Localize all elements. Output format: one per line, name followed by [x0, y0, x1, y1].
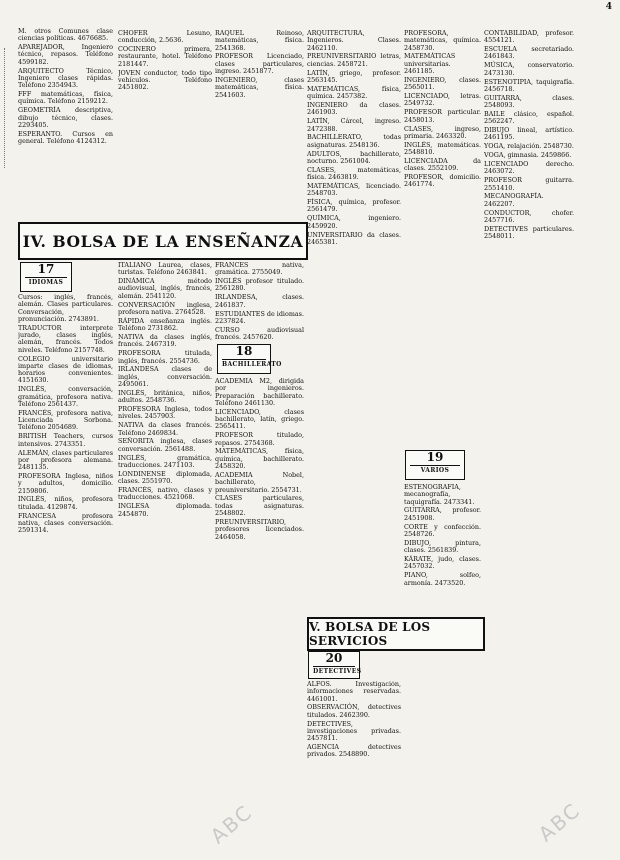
ad-text: BRITISH Teachers, cursos intensivos. 2743351. — [18, 432, 113, 448]
ad-text: PREUNIVERSITARIO letras, ciencias. 2458721. — [307, 52, 401, 68]
ad-text: BAILE clásico, español. 2562247. — [484, 109, 574, 126]
subsection-label: BACHILLERATO — [222, 361, 282, 368]
ad-text: ACADEMIA M2, dirigida por ingenieros. Preparación bachillerato. Teléfono 2461130. — [215, 378, 304, 407]
ad-text: ACADEMIA Nobel, bachillerato, preuniversitario. 2554731. — [215, 470, 304, 494]
ad-text: MATEMÁTICAS, física, química, bachillerato. 2458320. — [215, 447, 304, 471]
ad-text: PROFESORA, matemáticas, química. 2458730. — [404, 30, 481, 52]
ad-text: ESTENOTIPIA, taquigrafía. 2456718. — [484, 77, 574, 93]
ad-text: ADULTOS, bachillerato, nocturno. 2561004. — [307, 149, 401, 165]
ad-text: ESPERANTO. Cursos en general. Teléfono 4124312. — [18, 129, 113, 146]
abc-watermark: ABC — [205, 799, 258, 849]
column-4-bottom — [307, 681, 401, 856]
ad-text: PROFESOR guitarra. 2551410. — [484, 176, 574, 192]
ad-text: FRANCESA profesora nativa, clases conversación. 2591314. — [18, 511, 113, 535]
ad-text: AGENCIA detectives privados. 2548890. — [307, 743, 401, 759]
ad-text: IRLANDESA clases de inglés, conversación. 2495061. — [118, 365, 212, 389]
ad-text: PROFESORA Inglesa, niños y adultos, domicilio. 2159806. — [18, 471, 113, 495]
subsection-number: 20 — [325, 651, 343, 665]
ad-text: ALFOS. Investigación, informaciones reservadas. 4461001. — [307, 681, 401, 703]
column-2-bottom — [118, 262, 212, 856]
ad-text: FRANCÉS nativa, gramática. 2755049. — [215, 262, 304, 277]
ad-text: NATIVA da clases francés. Teléfono 2469834. — [118, 421, 212, 437]
section-v-banner: V. BOLSA DE LOS SERVICIOS — [307, 617, 485, 651]
ad-text: JOVEN conductor, todo tipo vehículos. Teléfono 2451802. — [118, 68, 212, 92]
ad-text: DETECTIVES particulares. 2548011. — [484, 224, 574, 241]
ad-text: PROFESORA titulada, inglés, francés. 2554736. — [118, 349, 212, 365]
ad-text: UNIVERSITARIO da clases. 2465381. — [307, 230, 401, 246]
column-5-bottom — [404, 484, 481, 614]
ad-text: ITALIANO Laurea, clases, turistas. Teléfono 2463841. — [118, 262, 212, 277]
ad-text: LONDINENSE diplomada, clases. 2551970. — [118, 469, 212, 486]
ad-text: CLASES particulares, todas asignaturas. 2548802. — [215, 494, 304, 518]
column-3-mid — [215, 262, 304, 340]
ad-text: DETECTIVES, investigaciones privadas. 2457811. — [307, 719, 401, 743]
ad-text: VOGA, gimnasia. 2459866. — [484, 151, 572, 160]
ad-text: INGLÉS profesor titulado. 2561280. — [215, 277, 304, 293]
ad-text: DINÁMICA método audiovisual, inglés, francés, alemán. 2541120. — [118, 277, 212, 300]
ad-text: YOGA, relajación. 2548730. — [484, 142, 574, 151]
ad-text: APAREJADOR, Ingeniero técnico, repasos. Teléfono 4599182. — [18, 43, 113, 66]
ad-text: MÚSICA, conservatorio. 2473130. — [484, 61, 574, 77]
ad-text: QUÍMICA, ingeniero. 2459920. — [307, 214, 401, 230]
column-3-bottom — [215, 378, 304, 856]
ad-text: RÁPIDA enseñanza inglés. Teléfono 2731862. — [118, 316, 212, 333]
subsection-18-box — [217, 344, 282, 374]
ad-text: CONVERSACIÓN inglesa, profesora nativa. 2764528. — [118, 300, 212, 316]
ad-text: TRADUCTOR interprete jurado, clases inglés, alemán, francés. Todos niveles. Teléfono 2157748. — [18, 323, 113, 354]
column-3-top — [215, 30, 304, 220]
column-2 — [118, 30, 212, 220]
subsection-19-box — [405, 450, 465, 480]
ad-text: NATIVA da clases inglés, francés. 2467319. — [118, 333, 212, 349]
ad-text: CONDUCTOR, chofer. 2457716. — [484, 208, 574, 224]
ad-text: CURSO audiovisual francés. 2457620. — [215, 325, 304, 340]
ad-text: MATEMÁTICAS universitarias. 2461185. — [404, 52, 456, 76]
ad-text: MATEMÁTICAS, física, química. 2457382. — [307, 84, 401, 101]
ad-text: ESTENOGRAFÍA, mecanografía, taquigrafía. 2473341. — [404, 484, 475, 506]
ad-text: KÁRATE, judo, clases. 2457032. — [404, 555, 481, 571]
subsection-label: IDIOMAS — [25, 277, 67, 286]
ad-text: FÍSICA, química, profesor. 2561479. — [307, 198, 401, 214]
ad-text: MECANOGRAFÍA. 2462207. — [484, 192, 544, 208]
ad-text: INGLÉS, gramática, traducciones. 2471103. — [118, 453, 212, 469]
ad-text: GUITARRA, profesor. 2451908. — [404, 506, 481, 522]
ad-text: INGENIERO, clases matemáticas, física. 2541603. — [215, 75, 304, 99]
column-6 — [484, 30, 574, 852]
column-1-top — [18, 28, 113, 218]
ad-text: COLEGIO universitario imparte clases de idiomas, horarios convenientes. 4151630. — [18, 354, 113, 385]
margin-dots — [4, 48, 7, 168]
subsection-label: DETECTIVES — [313, 668, 362, 675]
ad-text: INGLÉS, británica, niños, adultos. 2548736. — [118, 388, 212, 405]
ad-text: LATÍN, Cárcel, ingreso. 2472388. — [307, 117, 401, 133]
ad-text: FRANCÉS, nativo, clases y traducciones. 4521068. — [118, 486, 212, 502]
ad-text: LICENCIADO derecho. 2463072. — [484, 160, 574, 176]
ad-text: ALEMÁN, clases particulares por profesora alemana. 2481135. — [18, 448, 113, 472]
ad-text: DIBUJO lineal, artístico. 2461195. — [484, 126, 574, 142]
ad-text: SEÑORITA inglesa, clases conversación. 2561488. — [118, 437, 212, 453]
ad-text: Cursos: inglés, francés, alemán. Clases particulares. Conversación, pronunciación. 2743891. — [18, 294, 113, 323]
abc-watermark: ABC — [533, 797, 586, 847]
ad-text: CLASES, ingreso, primaria. 2463320. — [404, 124, 481, 140]
subsection-label: VARIOS — [410, 465, 460, 474]
ad-text: CHOFER Lesuno, conducción, 2.5636. — [118, 30, 212, 45]
ad-text: LICENCIADO, letras. 2549732. — [404, 92, 481, 108]
ad-text: INGENIERO da clases. 2461903. — [307, 101, 401, 117]
ad-text: IRLANDESA, clases. 2461837. — [215, 293, 304, 309]
ad-text: FRANCÉS, profesora nativa, Licenciada Sorbona. Teléfono 2054689. — [18, 408, 113, 432]
subsection-number: 17 — [37, 262, 55, 276]
ad-text: PROFESOR particular. 2458013. — [404, 108, 481, 124]
subsection-17-box — [20, 262, 72, 292]
subsection-number: 19 — [426, 450, 444, 464]
ad-text: PROFESOR Licenciado, clases particulares, ingreso. 2451877. — [215, 52, 304, 76]
ad-text: MATEMÁTICAS, licenciado. 2548703. — [307, 181, 401, 198]
ad-text: OBSERVACIÓN, detectives titulados. 2462390. — [307, 703, 401, 719]
ad-text: M. otros Comunes clase ciencias políticas. 4676685. — [18, 28, 113, 43]
page-number: 4 — [605, 2, 612, 12]
ad-text: CORTE y confección. 2548726. — [404, 522, 481, 538]
column-5-top — [404, 30, 481, 444]
ad-text: FFF matemáticas, física, química. Teléfono 2159212. — [18, 90, 113, 106]
ad-text: LATÍN, griego, profesor. 2563145. — [307, 68, 401, 84]
ad-text: DIBUJO, pintura, clases. 2561839. — [404, 538, 481, 555]
ad-text: PIANO, solfeo, armonía. 2473520. — [404, 571, 481, 587]
ad-text: ESTUDIANTES de idiomas. 2237824. — [215, 309, 304, 325]
ad-text: INGLÉS, niños, profesora titulada. 4129874. — [18, 495, 113, 511]
ad-text: LICENCIADO, clases bachillerato, latín, griego. 2565411. — [215, 407, 304, 431]
ad-text: PREUNIVERSITARIO, profesores licenciados. 2464058. — [215, 517, 304, 541]
ad-text: INGENIERO, clases. 2565011. — [404, 75, 481, 92]
ad-text: ESCUELA secretariado. 2461843. — [484, 45, 574, 61]
ad-text: ARQUITECTURA, Ingenieros. Clases. 2462110. — [307, 30, 401, 52]
ad-text: ARQUITECTO Técnico, Ingeniero clases rápidas. Teléfono 2354943. — [18, 66, 113, 90]
ad-text: INGLÉS, matemáticas. 2548810. — [404, 140, 481, 157]
ad-text: LICENCIADA da clases. 2552109. — [404, 156, 481, 173]
subsection-20-box — [308, 651, 360, 679]
subsection-number: 18 — [235, 344, 253, 358]
ad-text: CONTABILIDAD, profesor. 4554121. — [484, 30, 574, 45]
ad-text: RAQUEL Reinoso, matemáticas, física. 2541368. — [215, 30, 304, 52]
column-1-bottom — [18, 294, 113, 854]
ad-text: CLASES, matemáticas, física. 2463819. — [307, 165, 401, 182]
ad-text: PROFESOR titulado, repasos. 2754368. — [215, 431, 304, 447]
section-iv-banner: IV. BOLSA DE LA ENSEÑANZA — [18, 222, 308, 260]
ad-text: GUITARRA, clases. 2548093. — [484, 93, 574, 110]
ad-text: PROFESORA Inglesa, todos niveles. 2457903. — [118, 405, 212, 421]
ad-text: GEOMETRÍA descriptiva, dibujo técnico, clases. 2293405. — [18, 106, 113, 129]
ad-text: BACHILLERATO, todas asignaturas. 2548136. — [307, 133, 401, 149]
ad-text: COCINERO primera, restaurante, hotel. Teléfono 2181447. — [118, 45, 212, 68]
column-4-top — [307, 30, 401, 612]
ad-text: PROFESOR, domicilio. 2461774. — [404, 173, 481, 189]
ad-text: INGLÉS, conversación, gramática, profesora nativa. Teléfono 2561437. — [18, 385, 113, 408]
ad-text: INGLESA diplomada. 2454870. — [118, 502, 212, 518]
